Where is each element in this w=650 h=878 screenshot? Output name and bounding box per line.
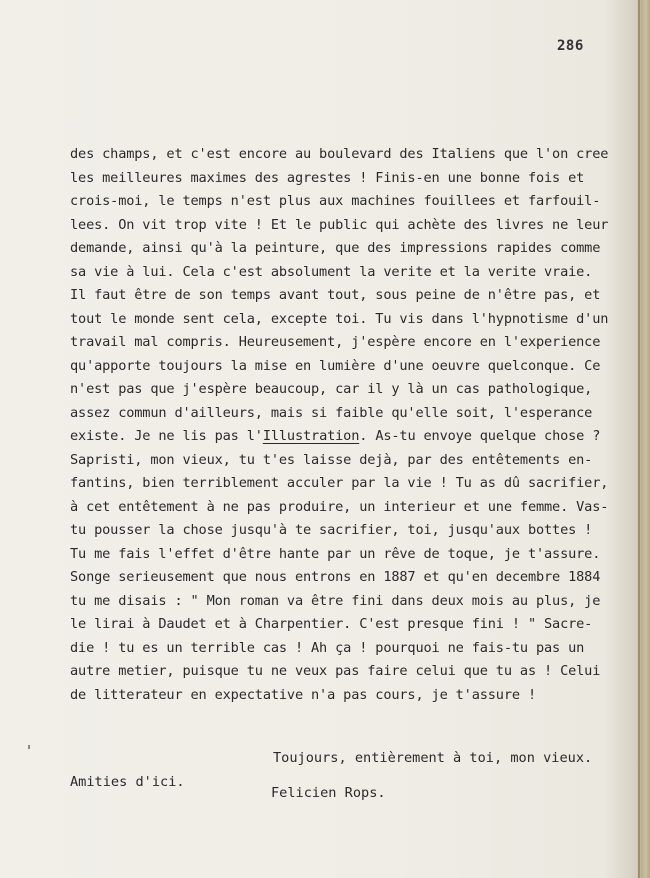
text-line-6: sa vie à lui. Cela c'est absolument la verite et la verite vraie. — [70, 263, 593, 280]
text-line-23: autre metier, puisque tu ne veux pas faire celui que tu as ! Celui — [70, 663, 601, 679]
text-line-8: tout le monde sent cela, excepte toi. Tu vis dans l'hypnotisme d'un — [70, 310, 609, 327]
text-line-9: travail mal compris. Heureusement, j'espère encore en l'experience — [70, 334, 601, 350]
underlined-title: Illustration — [262, 428, 360, 444]
text-line-13-start: existe. Je ne lis pas l' — [70, 428, 263, 444]
text-line-24: de litterateur en expectative n'a pas cours, je t'assure ! — [70, 686, 536, 703]
text-line-19: Songe serieusement que nous entrons en 1887 et qu'en decembre 1884 — [70, 569, 601, 585]
regards-line: Amities d'ici. — [70, 773, 185, 790]
text-line-2: les meilleures maximes des agrestes ! Finis-en une bonne fois et — [70, 169, 585, 186]
text-line-4: lees. On vit trop vite ! Et le public qui achète des livres ne leur — [70, 216, 609, 233]
text-line-12: assez commun d'ailleurs, mais si faible qu'elle soit, l'esperance — [70, 404, 593, 421]
text-line-21: le lirai à Daudet et à Charpentier. C'est presque fini ! " Sacre- — [70, 616, 593, 632]
text-line-13 — [70, 425, 640, 449]
signature: Felicien Rops. — [271, 785, 386, 801]
letter-body — [70, 143, 640, 707]
text-line-14: Sapristi, mon vieux, tu t'es laisse dejà, par des entêtements en- — [70, 451, 593, 468]
margin-mark — [28, 745, 30, 749]
text-line-10: qu'apporte toujours la mise en lumière d'une oeuvre quelconque. Ce — [70, 357, 601, 374]
text-line-15: fantins, bien terriblement acculer par la vie ! Tu as dû sacrifier, — [70, 475, 609, 491]
text-line-7: Il faut être de son temps avant tout, sous peine de n'être pas, et — [70, 287, 601, 303]
text-line-17: tu pousser la chose jusqu'à te sacrifier, toi, jusqu'aux bottes ! — [70, 522, 593, 538]
text-line-1: des champs, et c'est encore au boulevard des Italiens que l'on cree — [70, 146, 609, 162]
page-number: 286 — [557, 38, 584, 54]
text-line-13-end: . As-tu envoye quelque chose ? — [359, 428, 601, 444]
text-line-18: Tu me fais l'effet d'être hante par un rêve de toque, je t'assure. — [70, 545, 601, 562]
text-line-3: crois-moi, le temps n'est plus aux machines fouillees et farfouil- — [70, 193, 601, 209]
closing-line: Toujours, entièrement à toi, mon vieux. — [273, 750, 593, 766]
text-line-11: n'est pas que j'espère beaucoup, car il y là un cas pathologique, — [70, 381, 593, 397]
text-line-16: à cet entêtement à ne pas produire, un interieur et une femme. Vas- — [70, 498, 609, 515]
text-line-22: die ! tu es un terrible cas ! Ah ça ! pourquoi ne fais-tu pas un — [70, 639, 585, 656]
text-line-20: tu me disais : " Mon roman va être fini dans deux mois au plus, je — [70, 592, 601, 609]
text-line-5: demande, ainsi qu'à la peinture, que des impressions rapides comme — [70, 240, 601, 256]
